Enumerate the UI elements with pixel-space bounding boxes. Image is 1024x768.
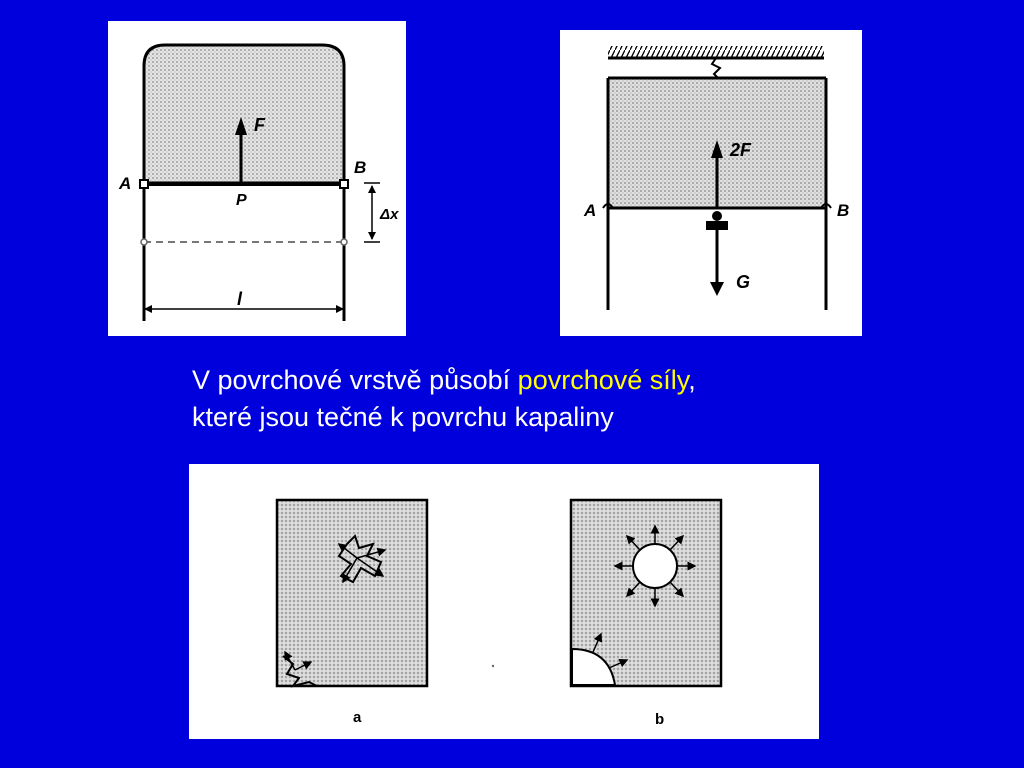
label-panel-a: a <box>353 709 362 726</box>
panel-a <box>277 500 427 686</box>
weight-arrow-head <box>710 282 724 296</box>
label-a: A <box>584 201 597 220</box>
displaced-b-marker <box>341 239 347 245</box>
liquid-sample-a <box>277 500 427 686</box>
label-a: A <box>119 174 132 193</box>
figure-film-frame-drawing <box>108 21 406 336</box>
caption-line-1-start: V povrchové vrstvě působí <box>192 365 518 395</box>
caption <box>192 362 912 436</box>
label-b: B <box>837 201 850 220</box>
label-length: l <box>237 289 243 309</box>
panel-b <box>571 500 721 686</box>
weight-block <box>706 221 728 230</box>
caption-line-1 <box>192 362 912 399</box>
label-b: B <box>354 158 367 177</box>
dx-arrow-up <box>368 185 376 193</box>
figure-film-weight <box>560 30 862 336</box>
figure-molecular-forces-drawing <box>189 464 819 739</box>
displaced-a-marker <box>141 239 147 245</box>
soap-film <box>144 45 344 183</box>
figure-molecular-forces <box>189 464 819 739</box>
label-force: F <box>254 115 265 135</box>
label-panel-b: b <box>655 711 665 728</box>
dx-arrow-down <box>368 232 376 240</box>
caption-line-1-end: , <box>688 365 696 395</box>
point-a-marker <box>140 180 148 188</box>
point-b-marker <box>340 180 348 188</box>
label-weight: G <box>736 272 751 292</box>
figure-film-frame <box>108 21 406 336</box>
caption-highlight: povrchové síly <box>517 365 689 395</box>
hanger-hook <box>712 58 720 78</box>
label-force: 2F <box>730 140 752 160</box>
label-point: P <box>236 192 247 209</box>
label-dx: Δx <box>380 206 399 223</box>
stray-dot <box>492 665 494 667</box>
figure-film-weight-drawing <box>560 30 862 336</box>
weight-hanger-knob <box>712 211 722 221</box>
bubble <box>633 544 677 588</box>
ceiling-hatching <box>608 46 824 58</box>
caption-line-2: které jsou tečné k povrchu kapaliny <box>192 402 614 432</box>
